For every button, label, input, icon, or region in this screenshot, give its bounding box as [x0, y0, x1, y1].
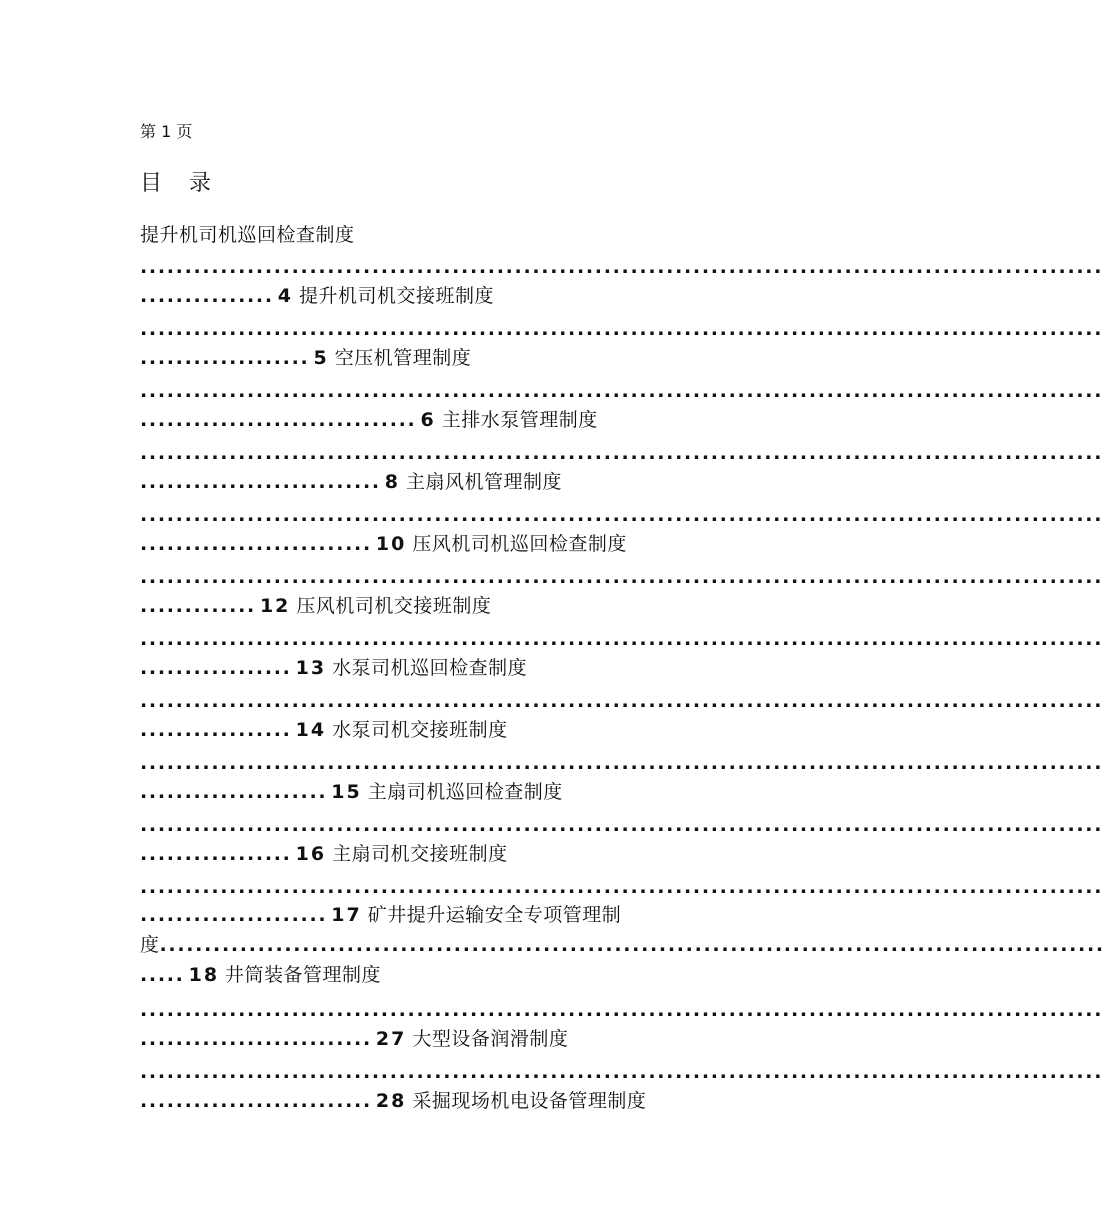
toc-entry[interactable] [140, 963, 810, 987]
dot-leader-row [140, 998, 1104, 1022]
toc-entry-title: 矿井提升运输安全专项管理制 [367, 904, 622, 926]
dot-leader: ............................................................................................................ [140, 380, 1104, 402]
dot-leader-row [140, 875, 1104, 899]
dot-leader: .......................................................................................................... [159, 934, 1105, 956]
dot-leader-row [140, 751, 1104, 775]
dot-leader-row [140, 813, 1104, 837]
dot-leader: ............................................................................................................ [140, 566, 1104, 588]
dot-leader-row [140, 503, 1104, 527]
dot-leader: ..... [140, 964, 185, 986]
dot-leader: .......................... [140, 533, 372, 555]
toc-entry-title: 大型设备润滑制度 [412, 1028, 569, 1050]
dot-leader: ........................... [140, 471, 381, 493]
dot-leader: ............................................................................................................ [140, 504, 1104, 526]
toc-page-number: 16 [295, 843, 327, 865]
toc-entry[interactable] [140, 284, 810, 308]
dot-leader: ............... [140, 285, 274, 307]
toc-entry[interactable] [140, 532, 810, 556]
dot-leader-row [140, 441, 1104, 465]
dot-leader: ............................... [140, 409, 417, 431]
dot-leader: ............................................................................................................ [140, 318, 1104, 340]
dot-leader: ............................................................................................................ [140, 690, 1104, 712]
toc-entry-title: 水泵司机巡回检查制度 [332, 657, 528, 679]
toc-entry[interactable] [140, 470, 810, 494]
dot-leader: ................. [140, 657, 292, 679]
dot-leader: ............................................................................................................ [140, 752, 1104, 774]
toc-page-number: 28 [375, 1090, 407, 1112]
toc-entry[interactable] [140, 780, 810, 804]
dot-leader: .......................... [140, 1090, 372, 1112]
toc-page-number: 13 [295, 657, 327, 679]
dot-leader: ............................................................................................................ [140, 814, 1104, 836]
page-number: 第 1 页 [140, 122, 193, 141]
toc-entry[interactable] [140, 903, 810, 927]
toc-entry-title: 主扇司机巡回检查制度 [367, 781, 563, 803]
dot-leader-row [140, 689, 1104, 713]
dot-leader-row [140, 255, 1104, 279]
toc-page-number: 6 [420, 409, 436, 431]
toc-page-number: 17 [331, 904, 362, 926]
toc-entry-title: 空压机管理制度 [334, 347, 472, 369]
toc-entry-title: 压风机司机交接班制度 [296, 595, 492, 617]
toc-page-number: 12 [259, 595, 291, 617]
toc-entry-title: 提升机司机交接班制度 [299, 285, 495, 307]
toc-entry[interactable] [140, 408, 810, 432]
toc-entry-title: 井筒装备管理制度 [225, 964, 382, 986]
toc-entry-title: 水泵司机交接班制度 [332, 719, 508, 741]
dot-leader-row [140, 565, 1104, 589]
toc-page-number: 5 [313, 347, 329, 369]
dot-leader-row [140, 627, 1104, 651]
toc-entry[interactable] [140, 346, 810, 370]
toc-entry-title: 采掘现场机电设备管理制度 [412, 1090, 647, 1112]
toc-entry-title: 压风机司机巡回检查制度 [412, 533, 627, 555]
toc-heading: 目 录 [140, 171, 221, 196]
toc-page-number: 27 [375, 1028, 407, 1050]
dot-leader: .......................... [140, 1028, 372, 1050]
toc-entry-title: 主扇司机交接班制度 [332, 843, 508, 865]
toc-entry[interactable] [140, 842, 810, 866]
dot-leader: ................. [140, 719, 292, 741]
toc-page-number: 15 [331, 781, 362, 803]
toc-entry-continuation [140, 933, 1105, 957]
toc-page-number: 18 [188, 964, 220, 986]
toc-page-number: 8 [384, 471, 401, 493]
dot-leader: ............................................................................................................ [140, 1061, 1104, 1083]
dot-leader: ............................................................................................................ [140, 628, 1104, 650]
toc-entry[interactable] [140, 1027, 810, 1051]
dot-leader-row [140, 317, 1104, 341]
toc-entry-title: 主排水泵管理制度 [441, 409, 598, 431]
dot-leader: ............................................................................................................ [140, 442, 1104, 464]
dot-leader: ..................... [140, 904, 328, 926]
dot-leader: ............. [140, 595, 256, 617]
toc-entry-title: 主扇风机管理制度 [406, 471, 563, 493]
dot-leader: ..................... [140, 781, 328, 803]
dot-leader: ............................................................................................................ [140, 999, 1104, 1021]
toc-entry[interactable] [140, 656, 810, 680]
dot-leader: ................... [140, 347, 310, 369]
toc-first-entry-title: 提升机司机巡回检查制度 [140, 224, 355, 246]
toc-page-number: 14 [295, 719, 327, 741]
dot-leader: ............................................................................................................ [140, 876, 1104, 898]
toc-entry[interactable] [140, 718, 810, 742]
toc-page-number: 10 [375, 533, 407, 555]
toc-page-number: 4 [277, 285, 294, 307]
toc-entry-title-wrap: 度 [140, 934, 160, 956]
dot-leader: ................. [140, 843, 292, 865]
toc-entry[interactable] [140, 1089, 810, 1113]
dot-leader: ............................................................................................................ [140, 256, 1104, 278]
toc-entry[interactable] [140, 594, 810, 618]
dot-leader-row [140, 1060, 1104, 1084]
dot-leader-row [140, 379, 1104, 403]
